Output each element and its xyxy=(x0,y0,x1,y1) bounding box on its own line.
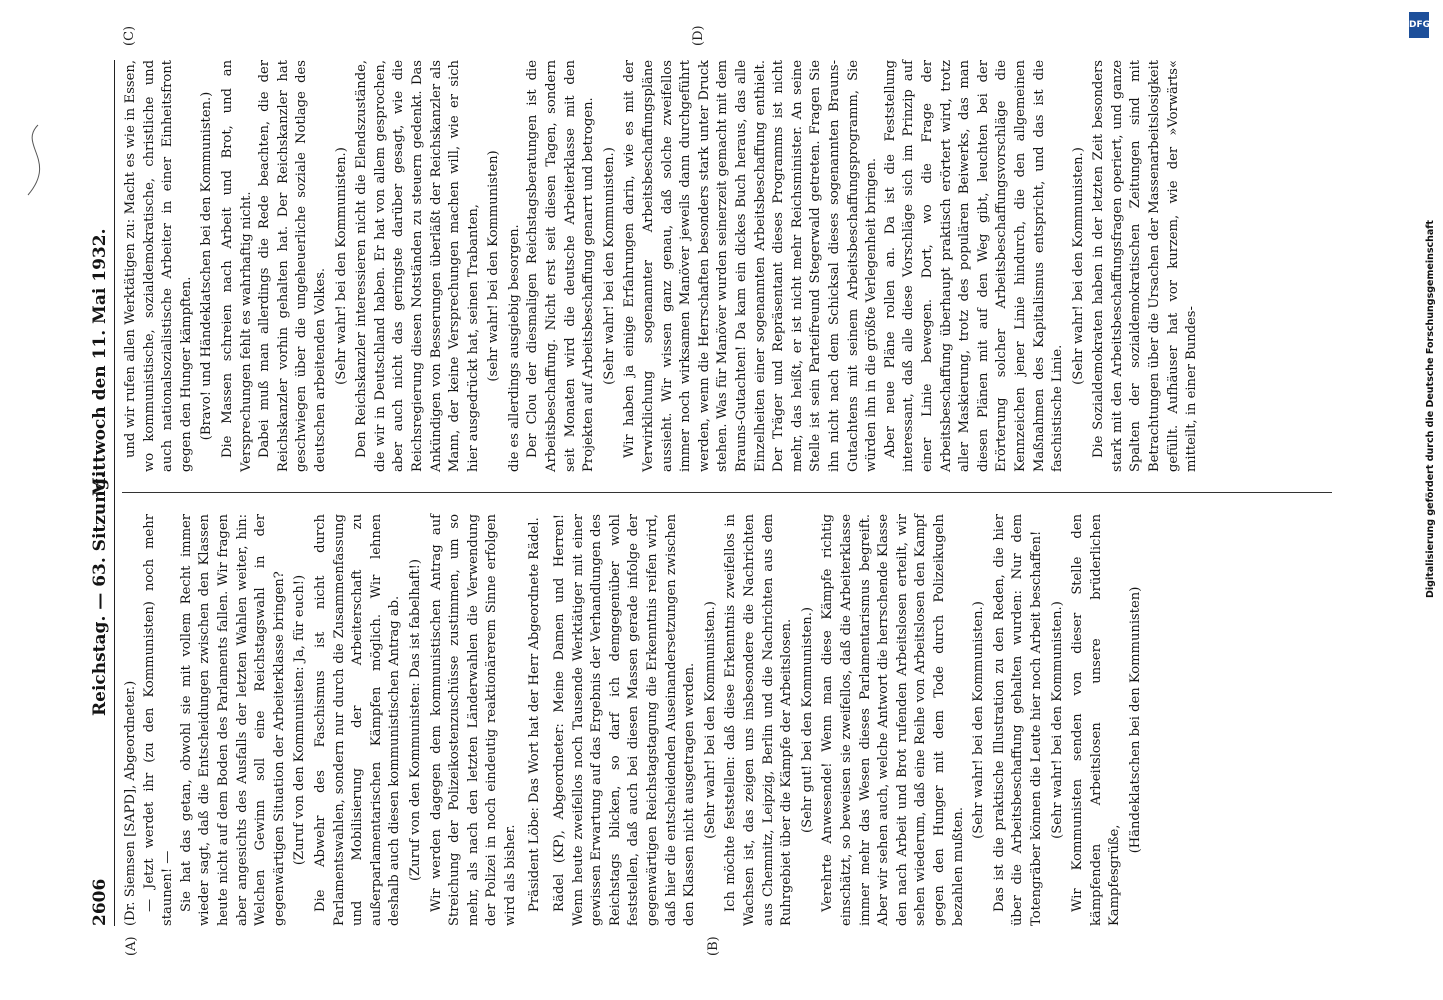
funding-note: Digitalisierung gefördert durch die Deutsche Forschungsgemeinschaft xyxy=(1425,220,1436,598)
left-column-paragraph: Rädel (KP), Abgeordneter: Meine Damen und Herren! Wenn heute zweifellos noch Tausende Werktätiger mit einer gewissen Erwartung auf das Ergebnis der Verhandlungen des Reichstags blicken, so darf ich demgegenüber wohl feststellen, daß auch bei diesen Massen gerade infolge der gegenwärtigen Reichstagstagung die Erkenntnis reifen wird, daß hier die entscheidenden Auseinandersetzungen zwischen den Klassen nicht ausgetragen werden. xyxy=(552,514,698,926)
margin-letter-b: (B) xyxy=(706,936,721,956)
left-column-paragraph: Das ist die praktische Illustration zu den Reden, die hier über die Arbeitsbeschaffung gehalten wurden: Nur dem Totengräber können die Leute hier noch Arbeit beschaffen! xyxy=(991,514,1044,926)
left-column-paragraph: (Sehr wahr! bei den Kommunisten.) xyxy=(1049,601,1065,839)
right-column-paragraph: die es allerdings ausgiebig besorgen. xyxy=(506,224,522,472)
right-column-paragraph: Aber neue Pläne rollen an. Da ist die Feststellung interessant, daß alle diese Vorschläge sich im Prinzip auf einer Linie bewegen. Dort, wo die Frage der Arbeitsbeschaffung überhaupt praktisch erörtert wird, trotz aller Maskierung, trotz des populären Beiwerks, das man diesen Plänen mit auf den Weg gibt, leuchten bei der Erörterung solcher Arbeitsbeschaffungsvorschläge die Kennzeichen jener Linie hindurch, die den allgemeinen Maßnahmen des Kapitalismus entspricht, und das ist die faschistische Linie. xyxy=(882,60,1066,472)
left-column-paragraph: Sie hat das getan, obwohl sie mit vollem Recht immer wieder sagt, daß die Entscheidungen zwischen den Klassen heute nicht auf dem Boden des Parlaments fallen. Wir fragen aber angesichts des Ausfalls der letzten Wahlen weiter, hin: Welchen Gewinn soll eine Reichstagswahl in der gegenwärtigen Situation der Arbeiterklasse bringen? xyxy=(178,514,287,926)
right-column-paragraph: Der Clou der diesmaligen Reichstagsberatungen ist die Arbeitsbeschaffung. Nicht erst seit diesen Tagen, sondern seit Monaten wird die deutsche Arbeiterklasse mit den Projekten auf Arbeitsbeschaffung genarrt und betrogen. xyxy=(525,60,597,472)
funding-sidebar xyxy=(1394,0,1434,1000)
left-column-paragraph: (Sehr wahr! bei den Kommunisten.) xyxy=(971,601,987,839)
document-sheet xyxy=(86,25,1348,956)
margin-letter-c: (C) xyxy=(122,25,137,46)
header-session: Reichstag. — 63. Sitzung. xyxy=(90,472,110,716)
right-column-paragraph: Wir haben ja einige Erfahrungen darin, wie es mit der Verwirklichung sogenannter Arbeitsbeschaffungspläne aussieht. Wir wissen ganz genau, daß solche zweifellos immer noch wirksamen Manöver jeweils dann durchgeführt werden, wenn die Herrschaften besonders stark unter Druck stehen. Was für Manöver wurden seinerzeit gemacht mit dem Brauns-Gutachten! Da kam ein dickes Buch heraus, das alle Einzelheiten einer sogenannten Arbeitsbeschaffung enthielt. Der Träger und Repräsentant dieses Programms ist nicht mehr, das heißt, er ist nicht mehr Reichsminister. An seine Stelle ist sein Parteifreund Stegerwald getreten. Fragen Sie ihn nicht nach dem Schicksal dieses sogenannten Brauns-Gutachtens mit seinem Arbeitsbeschaffungsprogramm, Sie würden ihn in die größte Verlegenheit bringen. xyxy=(622,60,880,472)
right-column-paragraph: Den Reichskanzler interessieren nicht die Elendszustände, die wir in Deutschland haben. Er hat von allem gesprochen, aber auch nicht das geringste darüber gesagt, wie die Reichsregierung diesen Notständen zu steuern gedenkt. Das Ankündigen von Besserungen überläßt der Reichskanzler als Mann, der keine Versprechungen machen will, wie er sich hier ausgedrückt hat, seinen Trabanten, xyxy=(354,60,481,472)
dfg-logo: DFG xyxy=(1409,12,1429,38)
right-column-paragraph: (Bravo! und Händeklatschen bei den Kommunisten.) xyxy=(199,91,215,441)
left-column-paragraph: (Sehr wahr! bei den Kommunisten.) xyxy=(702,601,718,839)
right-column xyxy=(122,60,1332,472)
left-column-paragraph: Wir werden dagegen dem kommunistischen Antrag auf Streichung der Polizeikostenzuschüsse zustimmen, um so mehr, als nach den letzten Länderwahlen die Verwendung der Polizei in noch eindeutig reaktionärerem Sinne erfolgen wird als bisher. xyxy=(428,514,518,926)
page-header xyxy=(86,60,115,926)
left-column-paragraph: (Zuruf von den Kommunisten: Das ist fabelhaft!) xyxy=(407,558,423,882)
right-column-paragraph: und wir rufen allen Werktätigen zu: Macht es wie in Essen, wo kommunistische, sozialdemokratische, christliche und auch nationalsozialistische Arbeiter in einer Einheitsfront gegen den Hunger kämpften. xyxy=(123,60,194,472)
margin-letter-a: (A) xyxy=(124,936,139,956)
left-column-paragraph: Die Abwehr des Faschismus ist nicht durch Parlamentswahlen, sondern nur durch die Zusammenfassung und Mobilisierung der Arbeiterschaft zu außerparlamentarischen Kämpfen möglich. Wir lehnen deshalb auch diesen kommunistischen Antrag ab. xyxy=(312,514,403,926)
left-column-paragraph: — Jetzt werdet ihr (zu den Kommunisten) noch mehr staunen! — xyxy=(141,514,176,926)
left-column-paragraph: (Händeklatschen bei den Kommunisten) xyxy=(1127,586,1143,854)
left-column-paragraph: Präsident Löbe: Das Wort hat der Herr Abgeordnete Rädel. xyxy=(527,517,543,912)
right-column-paragraph: (Sehr wahr! bei den Kommunisten.) xyxy=(333,147,349,385)
left-column-paragraph: Wir Kommunisten senden von dieser Stelle den kämpfenden Arbeitslosen unsere brüderlichen Kampfesgrüße, xyxy=(1070,514,1123,926)
right-column-paragraph: Dabei muß man allerdings die Rede beachten, die der Reichskanzler vorhin gehalten hat. Der Reichskanzler hat geschwiegen über die ungeheuerliche soziale Notlage des deutschen arbeitenden Volkes. xyxy=(257,60,328,472)
left-column xyxy=(122,514,1332,926)
left-column-paragraph: (Zuruf von den Kommunisten: Ja, für euch!) xyxy=(292,574,308,866)
right-column-paragraph: Die Sozialdemokraten haben in der letzten Zeit besonders stark mit den Arbeitsbeschaffungsfragen operiert, und ganze Spalten der sozialdemokratischen Zeitungen sind mit Betrachtungen über die Ursachen der Massenarbeitslosigkeit gefüllt. Aufhäuser hat vor kurzem, wie der »Vorwärts« mitteilt, in einer Bundes- xyxy=(1091,60,1200,472)
ink-mark xyxy=(8,120,68,200)
left-column-paragraph: (Sehr gut! bei den Kommunisten.) xyxy=(799,606,815,834)
right-column-paragraph: Die Massen schreien nach Arbeit und Brot, und an Versprechungen fehlt es wahrhaftig nicht. xyxy=(219,60,254,472)
left-column-paragraph: Verehrte Anwesende! Wenn man diese Kämpfe richtig einschätzt, so beweisen sie zweifellos, daß die Arbeiterklasse immer mehr das Wesen dieses Parlamentarismus begreift. Aber wir sehen auch, welche Antwort die herrschende Klasse den nach Arbeit und Brot rufenden Arbeitslosen erteilt, wir sehen wiederum, daß eine Reihe von Arbeitslosen den Kampf gegen den Hunger mit dem Tode durch Polizeikugeln bezahlen mußten. xyxy=(820,514,966,926)
left-column-paragraph: (Dr. Siemsen [SAPD], Abgeordneter.) xyxy=(123,680,138,926)
margin-letter-d: (D) xyxy=(691,25,706,46)
column-rule xyxy=(122,492,1332,493)
header-date: Mittwoch den 11. Mai 1932. xyxy=(90,228,110,496)
right-column-paragraph: (sehr wahr! bei den Kommunisten) xyxy=(486,150,502,382)
right-column-paragraph: (Sehr wahr! bei den Kommunisten.) xyxy=(1070,147,1086,385)
right-column-paragraph: (Sehr wahr! bei den Kommunisten.) xyxy=(601,147,617,385)
left-column-paragraph: Ich möchte feststellen: daß diese Erkenntnis zweifellos in Wachsen ist, das zeigen uns insbesondere die Nachrichten aus Chemnitz, Leipzig, Berlin und die Nachrichten aus dem Ruhrgebiet über die Kämpfe der Arbeitslosen. xyxy=(723,514,795,926)
page-number: 2606 xyxy=(90,878,110,926)
